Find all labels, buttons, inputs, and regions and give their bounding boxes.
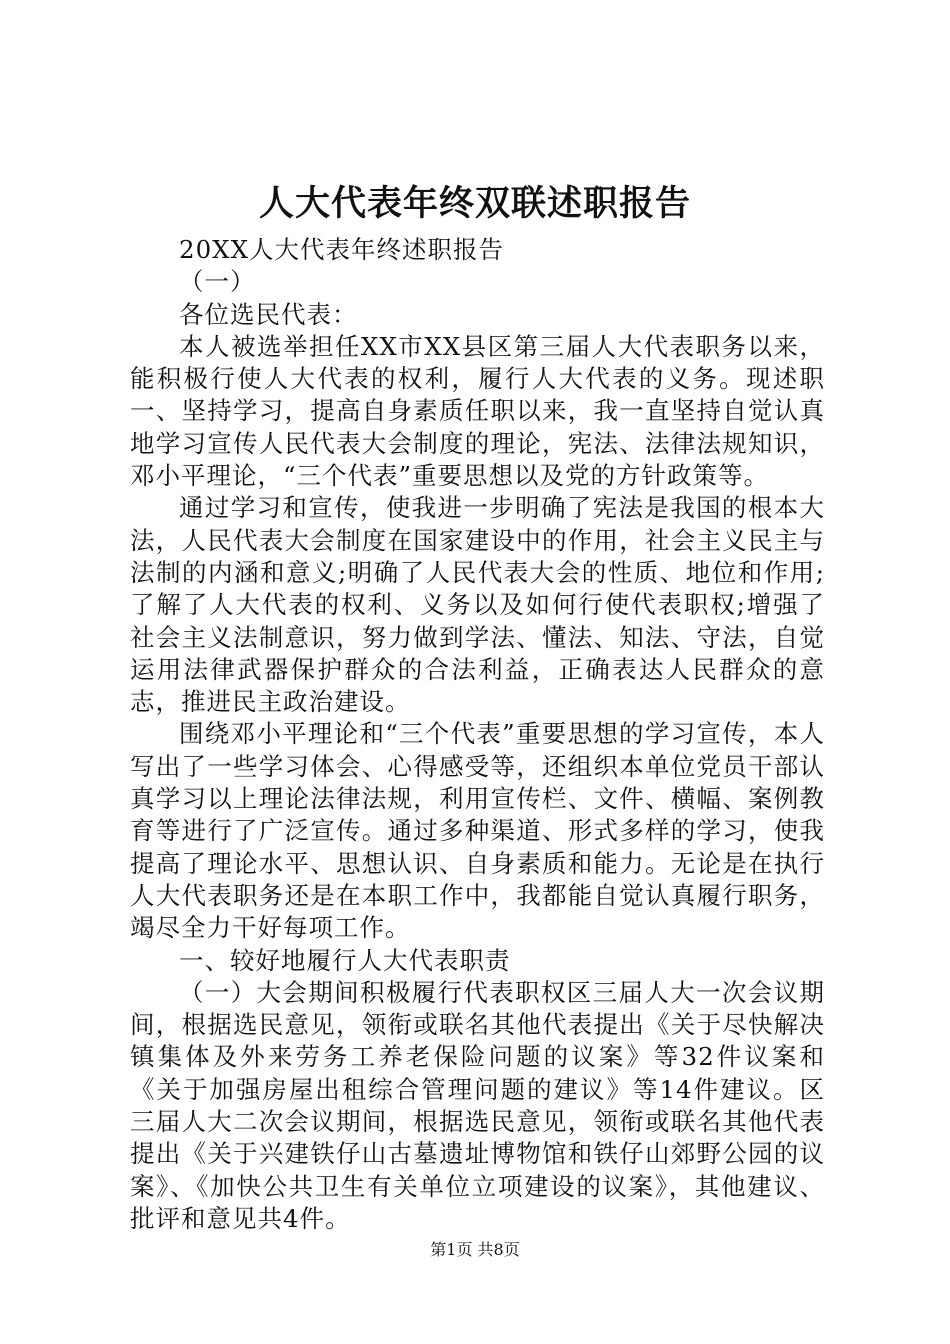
document-body — [130, 234, 825, 1235]
subtitle-paragraph: 20XX人大代表年终述职报告 — [179, 235, 505, 264]
paragraph: 围绕邓小平理论和“三个代表”重要思想的学习宣传，本人写出了一些学习体会、心得感受等，还组织本单位党员干部认真学习以上理论法律法规，利用宣传栏、文件、横幅、案例教育等进行了广泛宣传。通过多种渠道、形式多样的学习，使我提高了理论水平、思想认识、自身素质和能力。无论是在执行人大代表职务还是在本职工作中，我都能自觉认真履行职务，竭尽全力干好每项工作。 — [130, 719, 825, 943]
salutation: 各位选民代表： — [179, 299, 358, 329]
page-footer: 第1页 共8页 — [430, 1240, 520, 1259]
section-heading: 一、较好地履行人大代表职责 — [179, 945, 511, 975]
paragraph: 通过学习和宣传，使我进一步明确了宪法是我国的根本大法，人民代表大会制度在国家建设中的作用，社会主义民主与法制的内涵和意义;明确了人民代表大会的性质、地位和作用;了解了人大代表的权利、义务以及如何行使代表职权;增强了社会主义法制意识，努力做到学法、懂法、知法、守法，自觉运用法律武器保护群众的合法利益，正确表达人民群众的意志，推进民主政治建设。 — [130, 493, 825, 717]
document-title: 人大代表年终双联述职报告 — [258, 183, 691, 224]
paragraph: 本人被选举担任XX市XX县区第三届人大代表职务以来，能积极行使人大代表的权利，履行人大代表的义务。现述职一、坚持学习，提高自身素质任职以来，我一直坚持自觉认真地学习宣传人民代表大会制度的理论，宪法、法律法规知识，邓小平理论，“三个代表”重要思想以及党的方针政策等。 — [130, 331, 825, 491]
section-number: （一） — [179, 267, 256, 297]
paragraph: （一）大会期间积极履行代表职权区三届人大一次会议期间，根据选民意见，领衔或联名其他代表提出《关于尽快解决镇集体及外来劳务工养老保险问题的议案》等32件议案和《关于加强房屋出租综合管理问题的建议》等14件建议。区三届人大二次会议期间，根据选民意见，领衔或联名其他代表提出《关于兴建铁仔山古墓遗址博物馆和铁仔山郊野公园的议案》、《加快公共卫生有关单位立项建设的议案》，其他建议、批评和意见共4件。 — [130, 977, 825, 1233]
